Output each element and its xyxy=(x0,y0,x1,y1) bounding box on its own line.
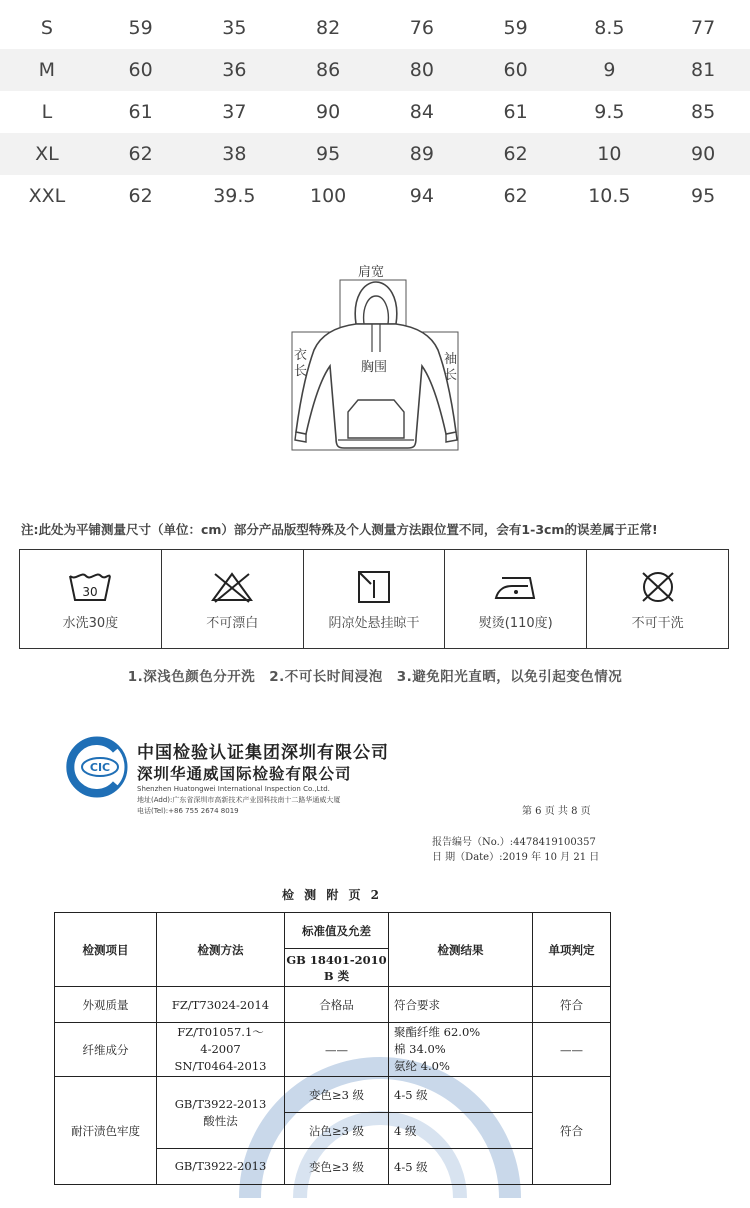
length-label: 衣 长 xyxy=(294,348,308,379)
size-value: 62 xyxy=(128,143,153,165)
line-dry-shade-icon xyxy=(351,570,397,604)
cic-logo xyxy=(66,736,128,798)
company-tel: 电话(Tel):+86 755 2674 8019 xyxy=(137,807,239,815)
size-value: 95 xyxy=(691,185,716,207)
size-value: 100 xyxy=(309,185,347,207)
sweat-judgement: 符合 xyxy=(533,1077,611,1185)
size-label: S xyxy=(40,17,53,39)
hoodie-measurement-diagram xyxy=(286,262,466,462)
size-value: 81 xyxy=(691,59,716,81)
size-value: 59 xyxy=(128,17,153,39)
appearance-item: 外观质量 xyxy=(55,987,157,1023)
care-cell-wash xyxy=(20,550,162,648)
size-value: 80 xyxy=(409,59,434,81)
header-item: 检测项目 xyxy=(55,913,157,987)
sweat-std-2: 沾色≥3 级 xyxy=(285,1113,389,1149)
sweat-method-alk: GB/T3922-2013 xyxy=(157,1149,285,1185)
size-label: XL xyxy=(35,143,59,165)
size-value: 10 xyxy=(597,143,622,165)
no-dry-clean-icon xyxy=(635,570,681,604)
company-name-en: Shenzhen Huatongwei International Inspection Co.,Ltd. xyxy=(137,785,330,793)
size-value: 59 xyxy=(503,17,528,39)
header-standard: 标准值及允差 xyxy=(285,913,389,949)
size-label: XXL xyxy=(28,185,66,207)
fiber-result: 聚酯纤维 62.0% 棉 34.0% 氨纶 4.0% xyxy=(389,1023,533,1077)
report-number: 报告编号（No.）:4478419100357 xyxy=(432,837,596,848)
size-value: 10.5 xyxy=(588,185,631,207)
header-method: 检测方法 xyxy=(157,913,285,987)
size-value: 38 xyxy=(222,143,247,165)
size-value: 89 xyxy=(409,143,434,165)
size-value: 37 xyxy=(222,101,247,123)
no-bleach-icon xyxy=(209,570,255,604)
size-row xyxy=(0,7,750,49)
size-value: 36 xyxy=(222,59,247,81)
size-value: 9.5 xyxy=(594,101,625,123)
sweat-res-1: 4-5 级 xyxy=(389,1077,533,1113)
size-value: 8.5 xyxy=(594,17,625,39)
size-value: 95 xyxy=(316,143,341,165)
care-cell-dryclean xyxy=(587,550,728,648)
shoulder-label: 肩宽 xyxy=(358,265,385,280)
care-label-bleach: 不可漂白 xyxy=(206,616,259,631)
size-table xyxy=(0,7,750,217)
attachment-title: 检 测 附 页 2 xyxy=(281,888,383,902)
wash-temp-text: 30 xyxy=(82,585,99,599)
inspection-table xyxy=(54,912,611,1185)
cic-logo-text: CIC xyxy=(89,761,111,774)
care-cell-dry xyxy=(304,550,446,648)
care-label-dryclean: 不可干洗 xyxy=(631,616,684,631)
size-row xyxy=(0,91,750,133)
size-row xyxy=(0,175,750,217)
size-value: 82 xyxy=(316,17,341,39)
fiber-standard: —— xyxy=(285,1023,389,1077)
wash-30-icon xyxy=(67,570,113,604)
fiber-method: FZ/T01057.1～ 4-2007 SN/T0464-2013 xyxy=(157,1023,285,1077)
care-cell-bleach xyxy=(162,550,304,648)
size-value: 86 xyxy=(316,59,341,81)
size-label: M xyxy=(38,59,56,81)
size-value: 61 xyxy=(503,101,528,123)
care-cell-iron xyxy=(445,550,587,648)
size-value: 62 xyxy=(128,185,153,207)
header-judgement: 单项判定 xyxy=(533,913,611,987)
appearance-judgement: 符合 xyxy=(533,987,611,1023)
fiber-item: 纤维成分 xyxy=(55,1023,157,1077)
size-value: 84 xyxy=(409,101,434,123)
appearance-result: 符合要求 xyxy=(389,987,533,1023)
size-value: 94 xyxy=(409,185,434,207)
header-result: 检测结果 xyxy=(389,913,533,987)
care-label-iron: 熨烫(110度) xyxy=(478,616,553,631)
sweat-std-3: 变色≥3 级 xyxy=(285,1149,389,1185)
size-value: 62 xyxy=(503,143,528,165)
size-value: 76 xyxy=(409,17,434,39)
sweat-res-3: 4-5 级 xyxy=(389,1149,533,1185)
care-tips: 1.深浅色颜色分开洗 2.不可长时间浸泡 3.避免阳光直晒，以免引起变色情况 xyxy=(127,669,623,685)
report-date: 日 期（Date）:2019 年 10 月 21 日 xyxy=(432,852,600,863)
size-value: 60 xyxy=(503,59,528,81)
company-name-2: 深圳华通威国际检验有限公司 xyxy=(137,765,352,783)
size-value: 90 xyxy=(691,143,716,165)
size-value: 90 xyxy=(316,101,341,123)
care-label-wash: 水洗30度 xyxy=(62,616,119,631)
size-value: 77 xyxy=(691,17,716,39)
sweat-std-1: 变色≥3 级 xyxy=(285,1077,389,1113)
size-value: 62 xyxy=(503,185,528,207)
company-address: 地址(Add):广东省深圳市高新技术产业园科技南十二路华通威大厦 xyxy=(137,796,341,804)
appearance-method: FZ/T73024-2014 xyxy=(157,987,285,1023)
size-value: 9 xyxy=(603,59,616,81)
size-value: 60 xyxy=(128,59,153,81)
chest-label: 胸围 xyxy=(361,360,388,375)
care-label-dry: 阴凉处悬挂晾干 xyxy=(328,616,420,631)
appearance-standard: 合格品 xyxy=(285,987,389,1023)
sweat-item: 耐汗渍色牢度 xyxy=(55,1077,157,1185)
sweat-res-2: 4 级 xyxy=(389,1113,533,1149)
size-value: 39.5 xyxy=(213,185,256,207)
iron-icon xyxy=(492,570,540,604)
size-value: 85 xyxy=(691,101,716,123)
size-value: 61 xyxy=(128,101,153,123)
size-value: 35 xyxy=(222,17,247,39)
size-row xyxy=(0,133,750,175)
size-row xyxy=(0,49,750,91)
header-standard-sub: GB 18401-2010 B 类 xyxy=(285,949,389,987)
page-number: 第 6 页 共 8 页 xyxy=(522,806,591,817)
fiber-judgement: —— xyxy=(533,1023,611,1077)
measurement-note: 注:此处为平铺测量尺寸（单位：cm）部分产品版型特殊及个人测量方法跟位置不同，会有1-3cm的误差属于正常! xyxy=(21,522,658,537)
sweat-method-acid: GB/T3922-2013 酸性法 xyxy=(157,1077,285,1149)
sleeve-label: 袖 长 xyxy=(444,352,458,383)
company-name-1: 中国检验认证集团深圳有限公司 xyxy=(137,743,389,763)
size-label: L xyxy=(41,101,53,123)
care-instructions-table xyxy=(19,549,729,649)
